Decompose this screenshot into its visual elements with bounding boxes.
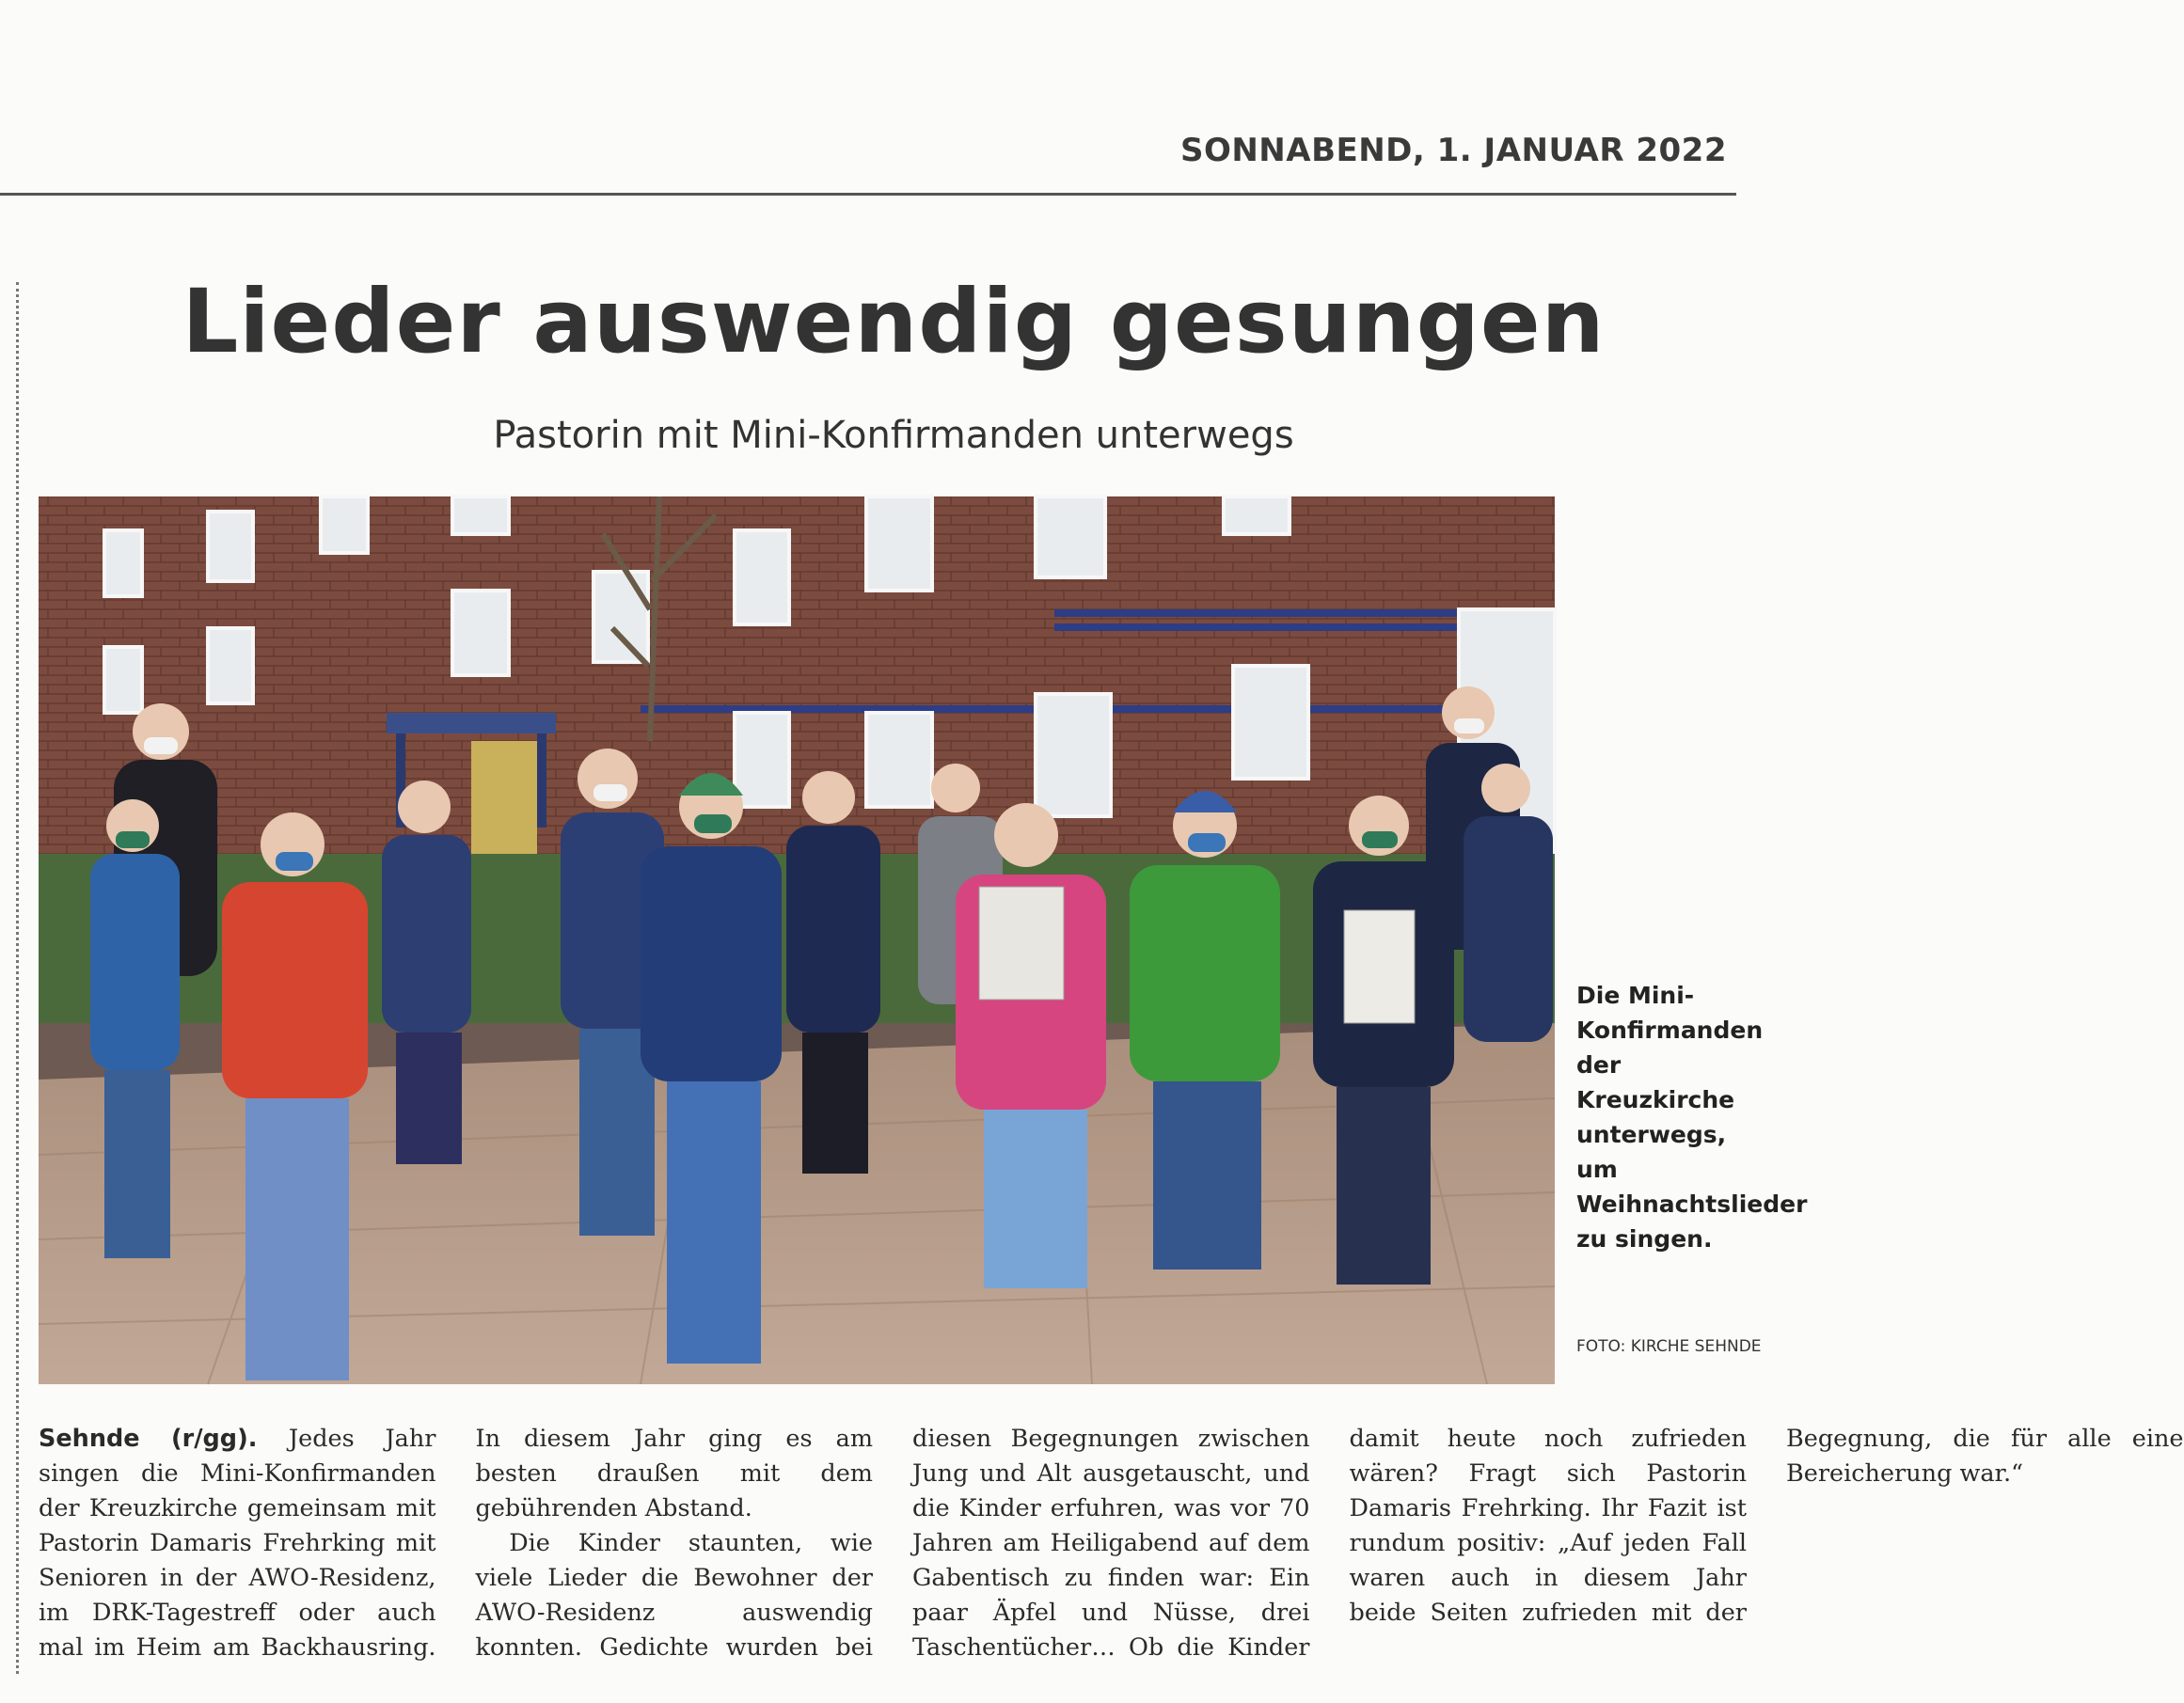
column-cut-line (16, 282, 19, 1674)
article-dateline: Sehnde (r/gg). (39, 1425, 289, 1453)
group-photo-illustration (39, 497, 1555, 1384)
article-body (39, 1422, 2184, 1685)
issue-date: SONNABEND, 1. JANUAR 2022 (1179, 132, 1727, 169)
photo-credit: FOTO: KIRCHE SEHNDE (1576, 1337, 1762, 1356)
article-paragraph-2: Die Kinder staunten, wie viele Lieder die Bewohner der AWO-Residenz auswendig konnten. Gedichte wurden bei diesen Begegnungen zwischen Jung und Alt ausgetauscht, und die Kinder erfuhren, was vor 70 Jahren am Heiligabend auf dem Gabentisch zu finden war: Ein paar Äpfel und Nüsse, drei Taschentücher… Ob die Kinder damit heute noch zufrieden wären? Fragt sich Pastorin Damaris Frehrking. Ihr Fazit ist rundum positiv: „Auf jeden Fall waren auch in diesem Jahr beide Seiten zufrieden mit der Begegnung, die für alle eine Bereicherung war.“ (475, 1425, 2184, 1662)
article-subheadline: Pastorin mit Mini-Konfirmanden unterwegs (493, 414, 1294, 457)
header-rule (0, 193, 1736, 196)
article-photo (39, 497, 1555, 1384)
article-headline: Lieder auswendig gesungen (182, 271, 1606, 373)
article-paragraph-1-text: Jedes Jahr singen die Mini-Konfirmanden der Kreuzkirche gemeinsam mit Pastorin Damaris Frehrking mit Senioren in der AWO-Residenz, im DRK-Tagestreff oder auch mal im Heim am Backhausring. In diesem Jahr ging es am besten draußen mit dem gebührenden Abstand. (39, 1425, 873, 1662)
photo-caption: Die Mini-Konfirmanden der Kreuzkirche unterwegs, um Weihnachtslieder zu singen. (1576, 982, 1808, 1253)
